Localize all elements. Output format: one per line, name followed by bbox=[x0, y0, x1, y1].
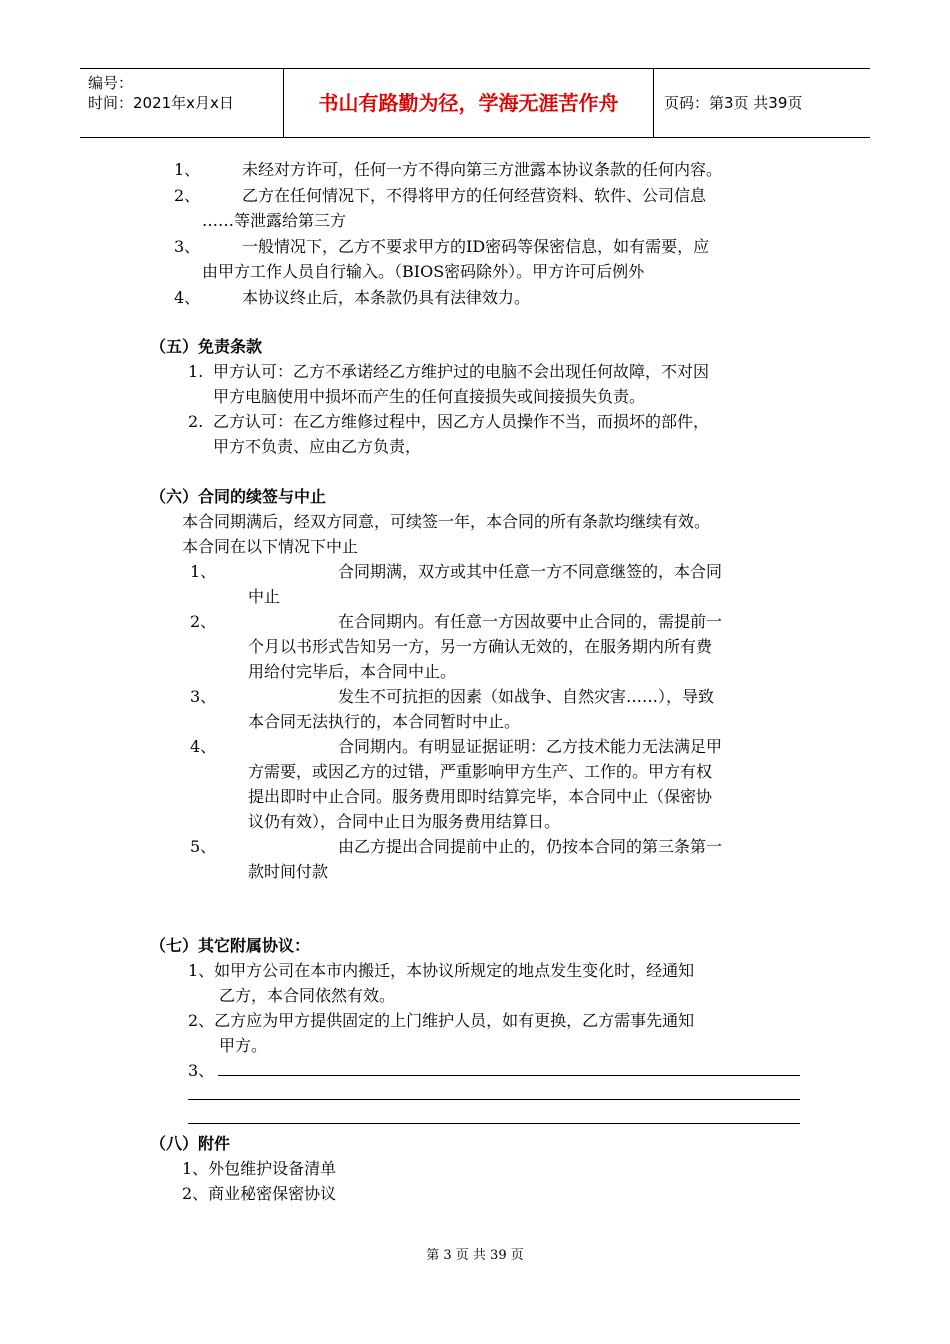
list-item-cont: 由甲方工作人员自行输入。（BIOS密码除外）。甲方许可后例外 bbox=[202, 262, 645, 281]
list-item-cont: 用给付完毕后，本合同中止。 bbox=[248, 662, 457, 681]
page-header bbox=[80, 68, 870, 138]
list-number: 4、 bbox=[174, 288, 201, 307]
blank-fill-line bbox=[188, 1123, 800, 1124]
list-item-cont: 个月以书形式告知另一方，另一方确认无效的，在服务期内所有费 bbox=[248, 637, 713, 656]
list-item: 一般情况下，乙方不要求甲方的ID密码等保密信息，如有需要，应 bbox=[242, 237, 710, 256]
list-item: 甲方认可：乙方不承诺经乙方维护过的电脑不会出现任何故障，不对因 bbox=[213, 362, 710, 381]
header-meta bbox=[80, 69, 282, 137]
list-item-cont: 款时间付款 bbox=[248, 862, 329, 881]
list-item-cont: 甲方。 bbox=[219, 1036, 268, 1055]
section-heading: （五）免责条款 bbox=[150, 337, 263, 356]
list-number: 2. bbox=[188, 412, 204, 431]
list-number: 1、 bbox=[190, 562, 217, 581]
list-item-cont: 本合同无法执行的，本合同暂时中止。 bbox=[248, 712, 521, 731]
list-item-cont: 方需要，或因乙方的过错，严重影响甲方生产、工作的。甲方有权 bbox=[248, 762, 713, 781]
blank-fill-line bbox=[188, 1099, 800, 1100]
list-item: 在合同期内。有任意一方因故要中止合同的，需提前一 bbox=[338, 612, 723, 631]
list-item: 乙方认可：在乙方维修过程中，因乙方人员操作不当，而损坏的部件， bbox=[213, 412, 710, 431]
list-item: 2、商业秘密保密协议 bbox=[182, 1184, 337, 1203]
document-date: 时间：2021年x月x日 bbox=[88, 94, 234, 112]
list-item-cont: 甲方不负责、应由乙方负责， bbox=[213, 437, 422, 456]
list-item: 由乙方提出合同提前中止的，仍按本合同的第三条第一 bbox=[338, 837, 723, 856]
list-number: 2、 bbox=[174, 186, 201, 205]
page-footer: 第 3 页 共 39 页 bbox=[426, 1248, 524, 1263]
list-number: 1. bbox=[188, 362, 204, 381]
header-motto: 书山有路勤为径，学海无涯苦作舟 bbox=[283, 69, 654, 137]
list-item: 1、外包维护设备清单 bbox=[182, 1159, 337, 1178]
list-item: 1、如甲方公司在本市内搬迁，本协议所规定的地点发生变化时，经通知 bbox=[188, 961, 695, 980]
list-item-cont: 提出即时中止合同。服务费用即时结算完毕，本合同中止（保密协 bbox=[248, 787, 713, 806]
section-heading: （八）附件 bbox=[150, 1134, 231, 1153]
section-heading: （七）其它附属协议： bbox=[150, 936, 311, 955]
list-item-cont: 中止 bbox=[248, 587, 281, 606]
paragraph: 本合同期满后，经双方同意，可续签一年，本合同的所有条款均继续有效。 bbox=[182, 512, 711, 531]
list-item: 合同期满，双方或其中任意一方不同意继签的，本合同 bbox=[338, 562, 723, 581]
list-number: 1、 bbox=[174, 160, 201, 179]
list-number: 3、 bbox=[190, 687, 217, 706]
paragraph: 本合同在以下情况下中止 bbox=[182, 537, 359, 556]
list-number: 5、 bbox=[190, 837, 217, 856]
list-item: 本协议终止后，本条款仍具有法律效力。 bbox=[242, 288, 531, 307]
list-number: 2、 bbox=[190, 612, 217, 631]
list-item: 未经对方许可，任何一方不得向第三方泄露本协议条款的任何内容。 bbox=[242, 160, 723, 179]
section-heading: （六）合同的续签与中止 bbox=[150, 487, 327, 506]
header-page-number: 页码：第3页 共39页 bbox=[664, 94, 803, 112]
list-item-cont: 甲方电脑使用中损坏而产生的任何直接损失或间接损失负责。 bbox=[213, 387, 646, 406]
list-item: 乙方在任何情况下，不得将甲方的任何经营资料、软件、公司信息 bbox=[242, 186, 707, 205]
list-item-cont: 议仍有效），合同中止日为服务费用结算日。 bbox=[248, 812, 561, 831]
document-number: 编号： bbox=[88, 74, 134, 92]
list-item: 发生不可抗拒的因素（如战争、自然灾害……），导致 bbox=[338, 687, 715, 706]
list-item-cont: ……等泄露给第三方 bbox=[202, 211, 347, 230]
list-item: 2、乙方应为甲方提供固定的上门维护人员，如有更换，乙方需事先通知 bbox=[188, 1011, 695, 1030]
list-number: 4、 bbox=[190, 737, 217, 756]
list-item: 合同期内。有明显证据证明：乙方技术能力无法满足甲 bbox=[338, 737, 723, 756]
list-number: 3、 bbox=[174, 237, 201, 256]
blank-fill-line bbox=[218, 1075, 800, 1076]
list-item-cont: 乙方，本合同依然有效。 bbox=[219, 986, 396, 1005]
list-item: 3、 bbox=[188, 1061, 215, 1080]
